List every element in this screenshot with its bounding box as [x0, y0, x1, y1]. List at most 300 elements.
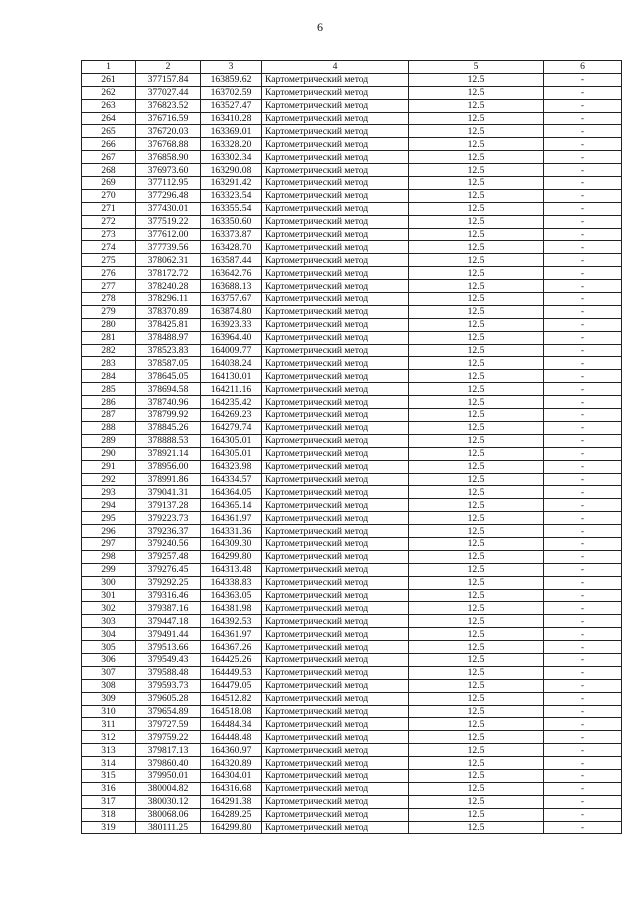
cell-description: - — [544, 731, 622, 744]
column-header-number: 1 — [82, 61, 136, 74]
cell-y: 164518.08 — [201, 705, 262, 718]
cell-number: 316 — [82, 782, 136, 795]
cell-number: 291 — [82, 460, 136, 473]
cell-method: Картометрический метод — [262, 782, 409, 795]
column-header-description: 6 — [544, 61, 622, 74]
cell-description: - — [544, 744, 622, 757]
cell-description: - — [544, 151, 622, 164]
cell-description: - — [544, 421, 622, 434]
column-header-x: 2 — [136, 61, 201, 74]
cell-y: 164361.97 — [201, 628, 262, 641]
table-row — [82, 189, 622, 202]
cell-y: 164279.74 — [201, 421, 262, 434]
cell-y: 164392.53 — [201, 615, 262, 628]
cell-x: 378523.83 — [136, 344, 201, 357]
cell-x: 376716.59 — [136, 112, 201, 125]
table-row — [82, 563, 622, 576]
cell-method: Картометрический метод — [262, 537, 409, 550]
cell-number: 280 — [82, 318, 136, 331]
cell-accuracy: 12.5 — [409, 473, 544, 486]
cell-y: 164304.01 — [201, 769, 262, 782]
cell-number: 309 — [82, 692, 136, 705]
cell-x: 379316.46 — [136, 589, 201, 602]
cell-description: - — [544, 460, 622, 473]
cell-y: 164289.25 — [201, 808, 262, 821]
table-row — [82, 628, 622, 641]
cell-y: 163874.80 — [201, 305, 262, 318]
cell-x: 379588.48 — [136, 666, 201, 679]
cell-method: Картометрический метод — [262, 267, 409, 280]
cell-y: 164316.68 — [201, 782, 262, 795]
cell-description: - — [544, 293, 622, 306]
cell-x: 376720.03 — [136, 125, 201, 138]
cell-method: Картометрический метод — [262, 460, 409, 473]
cell-method: Картометрический метод — [262, 331, 409, 344]
cell-y: 163328.20 — [201, 138, 262, 151]
cell-method: Картометрический метод — [262, 86, 409, 99]
cell-method: Картометрический метод — [262, 769, 409, 782]
cell-description: - — [544, 73, 622, 86]
cell-y: 164363.05 — [201, 589, 262, 602]
cell-x: 379759.22 — [136, 731, 201, 744]
cell-description: - — [544, 589, 622, 602]
cell-method: Картометрический метод — [262, 615, 409, 628]
cell-x: 379137.28 — [136, 499, 201, 512]
cell-description: - — [544, 795, 622, 808]
cell-description: - — [544, 705, 622, 718]
cell-description: - — [544, 318, 622, 331]
cell-accuracy: 12.5 — [409, 202, 544, 215]
cell-accuracy: 12.5 — [409, 189, 544, 202]
cell-y: 163757.67 — [201, 293, 262, 306]
cell-method: Картометрический метод — [262, 666, 409, 679]
cell-description: - — [544, 718, 622, 731]
cell-x: 379240.56 — [136, 537, 201, 550]
cell-number: 295 — [82, 512, 136, 525]
cell-y: 164484.34 — [201, 718, 262, 731]
cell-method: Картометрический метод — [262, 409, 409, 422]
cell-description: - — [544, 757, 622, 770]
cell-x: 378062.31 — [136, 254, 201, 267]
cell-y: 163923.33 — [201, 318, 262, 331]
table-row — [82, 293, 622, 306]
cell-x: 378370.89 — [136, 305, 201, 318]
cell-x: 379654.89 — [136, 705, 201, 718]
cell-method: Картометрический метод — [262, 744, 409, 757]
table-row — [82, 499, 622, 512]
cell-x: 378587.05 — [136, 357, 201, 370]
table-row — [82, 795, 622, 808]
cell-method: Картометрический метод — [262, 228, 409, 241]
cell-number: 284 — [82, 370, 136, 383]
cell-description: - — [544, 112, 622, 125]
cell-x: 376768.88 — [136, 138, 201, 151]
cell-method: Картометрический метод — [262, 383, 409, 396]
cell-method: Картометрический метод — [262, 486, 409, 499]
cell-x: 379593.73 — [136, 679, 201, 692]
cell-accuracy: 12.5 — [409, 293, 544, 306]
table-row — [82, 666, 622, 679]
cell-y: 164479.05 — [201, 679, 262, 692]
cell-method: Картометрический метод — [262, 189, 409, 202]
cell-x: 379447.18 — [136, 615, 201, 628]
cell-x: 377519.22 — [136, 215, 201, 228]
cell-accuracy: 12.5 — [409, 138, 544, 151]
table-row — [82, 138, 622, 151]
table-row — [82, 589, 622, 602]
cell-y: 163291.42 — [201, 177, 262, 190]
cell-description: - — [544, 782, 622, 795]
cell-y: 163355.54 — [201, 202, 262, 215]
cell-description: - — [544, 177, 622, 190]
table-row — [82, 486, 622, 499]
cell-accuracy: 12.5 — [409, 821, 544, 834]
cell-method: Картометрический метод — [262, 293, 409, 306]
cell-number: 266 — [82, 138, 136, 151]
cell-description: - — [544, 228, 622, 241]
cell-accuracy: 12.5 — [409, 576, 544, 589]
cell-x: 379860.40 — [136, 757, 201, 770]
cell-number: 292 — [82, 473, 136, 486]
table-row — [82, 615, 622, 628]
cell-y: 163302.34 — [201, 151, 262, 164]
cell-accuracy: 12.5 — [409, 615, 544, 628]
cell-description: - — [544, 679, 622, 692]
cell-number: 265 — [82, 125, 136, 138]
cell-number: 314 — [82, 757, 136, 770]
cell-accuracy: 12.5 — [409, 254, 544, 267]
cell-description: - — [544, 447, 622, 460]
header-row — [82, 61, 622, 74]
cell-description: - — [544, 241, 622, 254]
cell-x: 378956.00 — [136, 460, 201, 473]
table-row — [82, 653, 622, 666]
cell-accuracy: 12.5 — [409, 769, 544, 782]
table-row — [82, 434, 622, 447]
cell-y: 164305.01 — [201, 447, 262, 460]
cell-accuracy: 12.5 — [409, 434, 544, 447]
cell-description: - — [544, 821, 622, 834]
table-row — [82, 473, 622, 486]
cell-number: 312 — [82, 731, 136, 744]
table-row — [82, 267, 622, 280]
cell-y: 164130.01 — [201, 370, 262, 383]
cell-y: 163964.40 — [201, 331, 262, 344]
cell-method: Картометрический метод — [262, 138, 409, 151]
cell-accuracy: 12.5 — [409, 86, 544, 99]
cell-accuracy: 12.5 — [409, 241, 544, 254]
cell-accuracy: 12.5 — [409, 215, 544, 228]
cell-description: - — [544, 653, 622, 666]
cell-x: 377027.44 — [136, 86, 201, 99]
cell-x: 377430.01 — [136, 202, 201, 215]
cell-method: Картометрический метод — [262, 563, 409, 576]
cell-description: - — [544, 512, 622, 525]
cell-y: 164360.97 — [201, 744, 262, 757]
column-header-accuracy: 5 — [409, 61, 544, 74]
cell-number: 294 — [82, 499, 136, 512]
cell-number: 318 — [82, 808, 136, 821]
cell-x: 379276.45 — [136, 563, 201, 576]
table-row — [82, 782, 622, 795]
table-row — [82, 537, 622, 550]
cell-accuracy: 12.5 — [409, 305, 544, 318]
cell-x: 377739.56 — [136, 241, 201, 254]
cell-method: Картометрический метод — [262, 653, 409, 666]
cell-accuracy: 12.5 — [409, 679, 544, 692]
table-row — [82, 202, 622, 215]
cell-method: Картометрический метод — [262, 177, 409, 190]
cell-method: Картометрический метод — [262, 151, 409, 164]
cell-y: 164235.42 — [201, 396, 262, 409]
cell-number: 315 — [82, 769, 136, 782]
cell-accuracy: 12.5 — [409, 267, 544, 280]
table-row — [82, 331, 622, 344]
cell-description: - — [544, 370, 622, 383]
table-row — [82, 731, 622, 744]
cell-accuracy: 12.5 — [409, 421, 544, 434]
table-row — [82, 86, 622, 99]
cell-accuracy: 12.5 — [409, 112, 544, 125]
table-row — [82, 164, 622, 177]
cell-description: - — [544, 125, 622, 138]
cell-description: - — [544, 666, 622, 679]
cell-x: 380111.25 — [136, 821, 201, 834]
cell-method: Картометрический метод — [262, 280, 409, 293]
cell-number: 293 — [82, 486, 136, 499]
table-row — [82, 99, 622, 112]
cell-number: 276 — [82, 267, 136, 280]
cell-description: - — [544, 628, 622, 641]
table-row — [82, 409, 622, 422]
cell-accuracy: 12.5 — [409, 808, 544, 821]
cell-number: 287 — [82, 409, 136, 422]
cell-y: 164338.83 — [201, 576, 262, 589]
cell-method: Картометрический метод — [262, 757, 409, 770]
cell-y: 164291.38 — [201, 795, 262, 808]
cell-method: Картометрический метод — [262, 589, 409, 602]
cell-number: 304 — [82, 628, 136, 641]
cell-accuracy: 12.5 — [409, 718, 544, 731]
cell-description: - — [544, 769, 622, 782]
cell-description: - — [544, 215, 622, 228]
cell-number: 269 — [82, 177, 136, 190]
table-row — [82, 241, 622, 254]
cell-description: - — [544, 202, 622, 215]
table-row — [82, 177, 622, 190]
cell-number: 305 — [82, 641, 136, 654]
table-row — [82, 576, 622, 589]
cell-x: 379549.43 — [136, 653, 201, 666]
cell-description: - — [544, 499, 622, 512]
cell-description: - — [544, 254, 622, 267]
cell-y: 163428.70 — [201, 241, 262, 254]
cell-accuracy: 12.5 — [409, 447, 544, 460]
cell-number: 317 — [82, 795, 136, 808]
cell-x: 379257.48 — [136, 550, 201, 563]
cell-method: Картометрический метод — [262, 525, 409, 538]
cell-number: 268 — [82, 164, 136, 177]
table-row — [82, 396, 622, 409]
cell-method: Картометрический метод — [262, 421, 409, 434]
cell-method: Картометрический метод — [262, 164, 409, 177]
cell-x: 380068.06 — [136, 808, 201, 821]
table-row — [82, 692, 622, 705]
cell-y: 164512.82 — [201, 692, 262, 705]
cell-description: - — [544, 692, 622, 705]
cell-number: 273 — [82, 228, 136, 241]
table-row — [82, 821, 622, 834]
cell-description: - — [544, 189, 622, 202]
cell-accuracy: 12.5 — [409, 628, 544, 641]
table-row — [82, 280, 622, 293]
cell-method: Картометрический метод — [262, 679, 409, 692]
coordinates-table — [81, 60, 622, 834]
cell-y: 164269.23 — [201, 409, 262, 422]
cell-method: Картометрический метод — [262, 718, 409, 731]
cell-accuracy: 12.5 — [409, 705, 544, 718]
table-row — [82, 769, 622, 782]
cell-accuracy: 12.5 — [409, 692, 544, 705]
cell-description: - — [544, 305, 622, 318]
cell-y: 163410.28 — [201, 112, 262, 125]
cell-x: 376858.90 — [136, 151, 201, 164]
cell-description: - — [544, 396, 622, 409]
cell-method: Картометрический метод — [262, 795, 409, 808]
table-row — [82, 744, 622, 757]
cell-y: 164323.98 — [201, 460, 262, 473]
cell-description: - — [544, 550, 622, 563]
cell-x: 378991.86 — [136, 473, 201, 486]
table-row — [82, 357, 622, 370]
cell-number: 270 — [82, 189, 136, 202]
table-row — [82, 641, 622, 654]
cell-y: 163290.08 — [201, 164, 262, 177]
cell-accuracy: 12.5 — [409, 318, 544, 331]
cell-y: 164305.01 — [201, 434, 262, 447]
cell-accuracy: 12.5 — [409, 563, 544, 576]
cell-description: - — [544, 383, 622, 396]
cell-x: 377296.48 — [136, 189, 201, 202]
table-body — [82, 73, 622, 834]
cell-number: 283 — [82, 357, 136, 370]
table-row — [82, 215, 622, 228]
cell-method: Картометрический метод — [262, 692, 409, 705]
cell-method: Картометрический метод — [262, 499, 409, 512]
cell-x: 378240.28 — [136, 280, 201, 293]
cell-number: 296 — [82, 525, 136, 538]
cell-number: 303 — [82, 615, 136, 628]
cell-y: 163859.62 — [201, 73, 262, 86]
cell-y: 164009.77 — [201, 344, 262, 357]
cell-accuracy: 12.5 — [409, 731, 544, 744]
cell-x: 379223.73 — [136, 512, 201, 525]
cell-accuracy: 12.5 — [409, 99, 544, 112]
cell-number: 261 — [82, 73, 136, 86]
cell-number: 308 — [82, 679, 136, 692]
table-row — [82, 421, 622, 434]
cell-y: 163373.87 — [201, 228, 262, 241]
cell-accuracy: 12.5 — [409, 757, 544, 770]
cell-accuracy: 12.5 — [409, 744, 544, 757]
cell-y: 164299.80 — [201, 550, 262, 563]
cell-y: 163369.01 — [201, 125, 262, 138]
cell-number: 310 — [82, 705, 136, 718]
cell-method: Картометрический метод — [262, 125, 409, 138]
column-header-method: 4 — [262, 61, 409, 74]
cell-accuracy: 12.5 — [409, 525, 544, 538]
table-row — [82, 705, 622, 718]
table-row — [82, 73, 622, 86]
cell-number: 290 — [82, 447, 136, 460]
cell-method: Картометрический метод — [262, 215, 409, 228]
cell-accuracy: 12.5 — [409, 486, 544, 499]
cell-method: Картометрический метод — [262, 73, 409, 86]
cell-x: 377612.00 — [136, 228, 201, 241]
cell-number: 279 — [82, 305, 136, 318]
column-header-y: 3 — [201, 61, 262, 74]
cell-x: 379513.66 — [136, 641, 201, 654]
cell-x: 379387.16 — [136, 602, 201, 615]
cell-number: 262 — [82, 86, 136, 99]
table-row — [82, 151, 622, 164]
cell-x: 379817.13 — [136, 744, 201, 757]
table-row — [82, 460, 622, 473]
cell-y: 164367.26 — [201, 641, 262, 654]
cell-number: 301 — [82, 589, 136, 602]
cell-accuracy: 12.5 — [409, 177, 544, 190]
cell-number: 281 — [82, 331, 136, 344]
cell-number: 288 — [82, 421, 136, 434]
cell-description: - — [544, 164, 622, 177]
cell-method: Картометрический метод — [262, 254, 409, 267]
cell-method: Картометрический метод — [262, 550, 409, 563]
cell-description: - — [544, 409, 622, 422]
cell-method: Картометрический метод — [262, 576, 409, 589]
cell-description: - — [544, 563, 622, 576]
cell-number: 311 — [82, 718, 136, 731]
cell-accuracy: 12.5 — [409, 357, 544, 370]
table-row — [82, 254, 622, 267]
table-row — [82, 318, 622, 331]
cell-y: 163527.47 — [201, 99, 262, 112]
table-row — [82, 525, 622, 538]
cell-y: 163323.54 — [201, 189, 262, 202]
cell-accuracy: 12.5 — [409, 653, 544, 666]
cell-x: 378888.53 — [136, 434, 201, 447]
cell-y: 163642.76 — [201, 267, 262, 280]
cell-accuracy: 12.5 — [409, 73, 544, 86]
cell-description: - — [544, 808, 622, 821]
cell-method: Картометрический метод — [262, 305, 409, 318]
cell-method: Картометрический метод — [262, 641, 409, 654]
table-row — [82, 112, 622, 125]
cell-number: 302 — [82, 602, 136, 615]
cell-x: 380030.12 — [136, 795, 201, 808]
cell-y: 164448.48 — [201, 731, 262, 744]
cell-accuracy: 12.5 — [409, 550, 544, 563]
page-number: 6 — [317, 20, 323, 34]
cell-accuracy: 12.5 — [409, 164, 544, 177]
table-row — [82, 602, 622, 615]
cell-number: 299 — [82, 563, 136, 576]
cell-number: 274 — [82, 241, 136, 254]
cell-method: Картометрический метод — [262, 370, 409, 383]
cell-description: - — [544, 576, 622, 589]
cell-number: 286 — [82, 396, 136, 409]
cell-y: 164381.98 — [201, 602, 262, 615]
cell-x: 378921.14 — [136, 447, 201, 460]
